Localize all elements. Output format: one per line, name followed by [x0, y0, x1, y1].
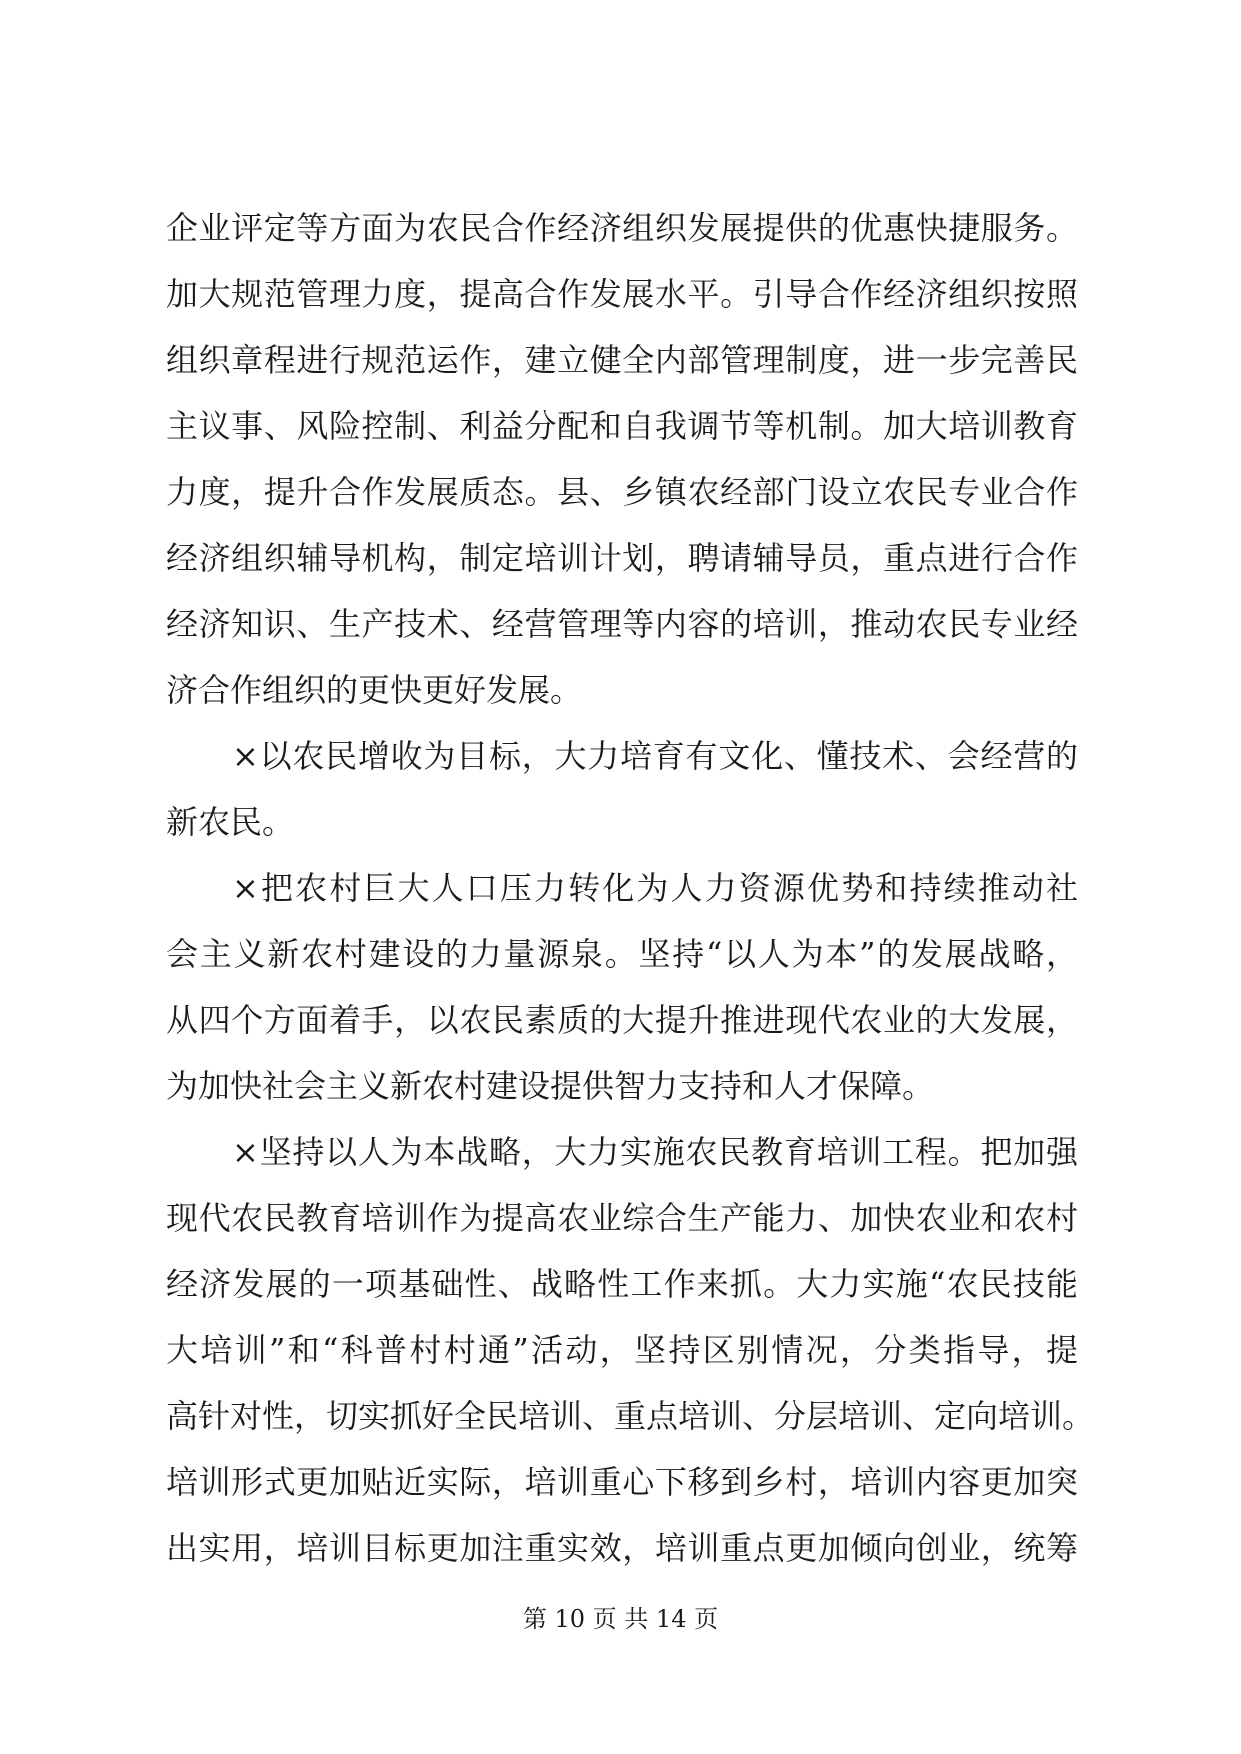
text-line: 经济组织辅导机构，制定培训计划，聘请辅导员，重点进行合作 [166, 539, 1078, 577]
text-line: 主议事、风险控制、利益分配和自我调节等机制。加大培训教育 [166, 407, 1078, 445]
text-line: 济合作组织的更快更好发展。 [166, 671, 583, 709]
text-line: 经济知识、生产技术、经营管理等内容的培训，推动农民专业经 [166, 605, 1078, 643]
text-line: 组织章程进行规范运作，建立健全内部管理制度，进一步完善民 [166, 341, 1078, 379]
text-line: 经济发展的一项基础性、战略性工作来抓。大力实施“农民技能 [166, 1265, 1078, 1303]
text-line: 大培训”和“科普村村通”活动，坚持区别情况，分类指导，提 [166, 1331, 1078, 1369]
text-line: 加大规范管理力度，提高合作发展水平。引导合作经济组织按照 [166, 275, 1078, 313]
text-line: 培训形式更加贴近实际，培训重心下移到乡村，培训内容更加突 [166, 1463, 1078, 1501]
text-line: 从四个方面着手，以农民素质的大提升推进现代农业的大发展， [166, 1001, 1078, 1039]
page-number: 第 10 页 共 14 页 [522, 1605, 719, 1633]
text-line: 会主义新农村建设的力量源泉。坚持“以人为本”的发展战略， [166, 935, 1078, 973]
text-line: 出实用，培训目标更加注重实效，培训重点更加倾向创业，统筹 [166, 1529, 1078, 1567]
text-line: ×坚持以人为本战略，大力实施农民教育培训工程。把加强 [232, 1133, 1078, 1171]
text-line: 力度，提升合作发展质态。县、乡镇农经部门设立农民专业合作 [166, 473, 1078, 511]
text-line: ×以农民增收为目标，大力培育有文化、懂技术、会经营的 [232, 737, 1078, 775]
text-line: ×把农村巨大人口压力转化为人力资源优势和持续推动社 [232, 869, 1078, 907]
text-line: 现代农民教育培训作为提高农业综合生产能力、加快农业和农村 [166, 1199, 1078, 1237]
text-line: 新农民。 [166, 803, 295, 841]
text-line: 为加快社会主义新农村建设提供智力支持和人才保障。 [166, 1067, 935, 1105]
text-line: 高针对性，切实抓好全民培训、重点培训、分层培训、定向培训。 [166, 1397, 1095, 1435]
document-body [166, 195, 1095, 1581]
text-line: 企业评定等方面为农民合作经济组织发展提供的优惠快捷服务。 [166, 209, 1078, 247]
